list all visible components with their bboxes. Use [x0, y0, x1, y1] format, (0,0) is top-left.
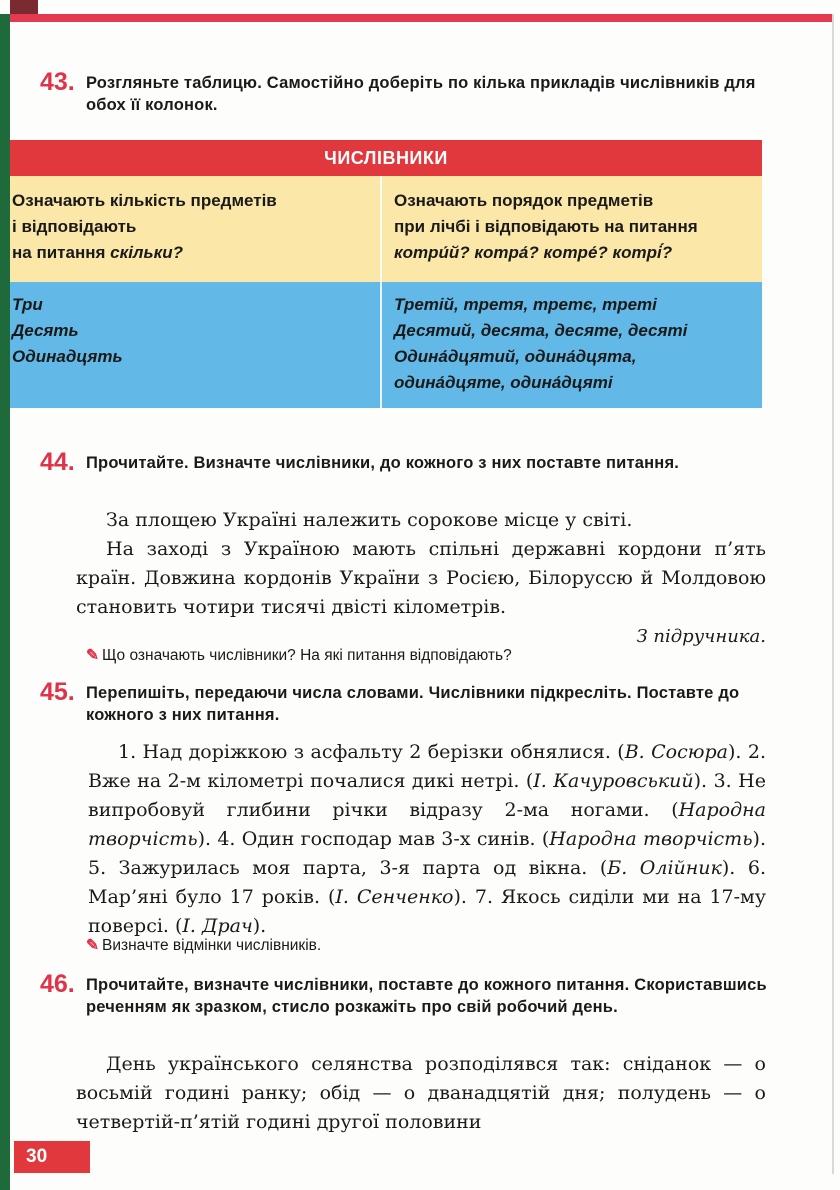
exercise-46 — [40, 970, 780, 1018]
text-source: З підручника. — [636, 626, 766, 647]
exercise-43 — [40, 68, 780, 116]
exercise-45-question: ✎ Визначте відмінки числівників. — [86, 937, 322, 954]
table-title: ЧИСЛІВНИКИ — [10, 140, 762, 176]
page-number: 30 — [14, 1141, 90, 1173]
cardinal-examples: Три Десять Одинадцять — [10, 282, 382, 408]
ordinal-examples: Третій, третя, третє, треті Десятий, десята, десяте, десяті Одина́дцятий, одина́дцята, одина́дцяте, одина́дцяті — [394, 295, 688, 392]
exercise-task: Прочитайте. Визначте числівники, до кожного з них поставте питання. — [86, 454, 680, 472]
cardinal-header: Означають кількість предметів і відповідають на питання скільки? — [10, 176, 382, 282]
exercise-44-question: ✎ Що означають числівники? На які питання відповідають? — [86, 647, 512, 664]
table-header-row — [10, 176, 762, 282]
exercise-45-text: 1. Над доріжкою з асфальту 2 берізки обнялися. (В. Сосюра). 2. Вже на 2-м кілометрі почалися дикі нетрі. (І. Качуровський). 3. Не випробовуй глибини річки відразу 2-ма ногами. (Народна творчість). 4. Один господар мав 3-х синів. (Народна творчість). 5. Зажурилась моя парта, 3-я парта од вікна. (Б. Олійник). 6. Мар’яні було 17 років. (І. Сенченко). 7. Якось сиділи ми на 17-му поверсі. (І. Драч). — [88, 741, 767, 937]
exercise-task: Перепишіть, передаючи числа словами. Числівники підкресліть. Поставте до кожного з них питання. — [86, 684, 740, 724]
exercise-number: 46. — [40, 970, 75, 998]
exercise-task: Прочитайте, визначте числівники, поставте до кожного питання. Скориставшись реченням як зразком, стисло розкажіть про свій робочий день. — [86, 976, 767, 1016]
exercise-44 — [40, 448, 780, 476]
top-stripe — [10, 14, 832, 22]
exercise-45 — [40, 678, 780, 726]
ordinal-header: Означають порядок предметів при лічбі і відповідають на питання котри́й? котра́? котре́? котрі́? — [394, 191, 698, 262]
exercise-task: Розгляньте таблицю. Самостійно доберіть по кілька прикладів числівників для обох її колонок. — [86, 74, 756, 114]
exercise-number: 44. — [40, 448, 75, 476]
table-examples-row — [10, 282, 762, 408]
page-edge — [832, 14, 834, 1174]
exercise-number: 43. — [40, 68, 75, 96]
left-margin-bar — [0, 14, 10, 1190]
numerals-table — [10, 140, 762, 408]
exercise-number: 45. — [40, 678, 75, 706]
pencil-icon: ✎ — [86, 937, 99, 954]
exercise-46-text: День українського селянства розподілявся так: сніданок — о восьмій годині ранку; обід — о дванадцятій дня; полудень — о четвертій-п’ятій годині другої половини — [76, 1053, 766, 1133]
pencil-icon: ✎ — [86, 647, 99, 664]
exercise-44-text: За площею Україні належить сорокове місце у світі. На заході з Україною мають спільні державні кордони п’ять країн. Довжина кордонів України з Росією, Білоруссю й Молдовою становить чотири тисячі двісті кілометрів. З підручника. — [76, 506, 766, 651]
